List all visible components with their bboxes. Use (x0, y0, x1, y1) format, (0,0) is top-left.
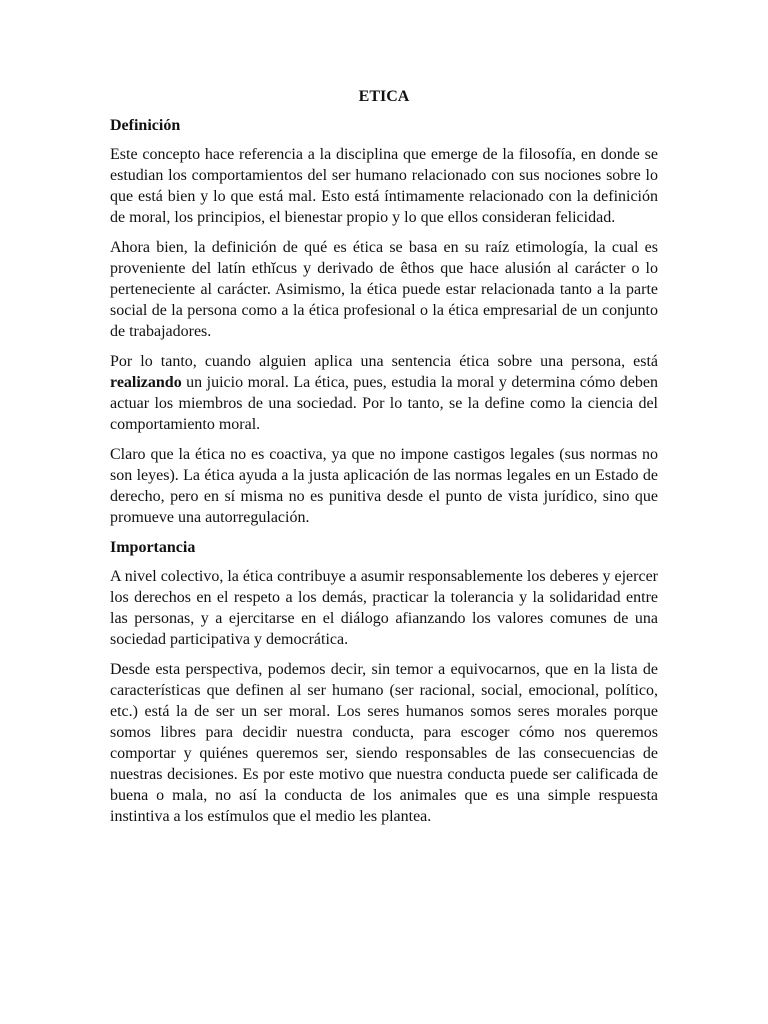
paragraph-definicion-4: Claro que la ética no es coactiva, ya que no impone castigos legales (sus normas no son leyes). La ética ayuda a la justa aplicación de las normas legales en un Estado de derecho, pero en sí misma no es punitiva desde el punto de vista jurídico, sino que promueve una autorregulación. (110, 446, 658, 526)
section-heading-definicion: Definición (110, 117, 181, 134)
paragraph-importancia-1: A nivel colectivo, la ética contribuye a asumir responsablemente los deberes y ejercer los derechos en el respeto a los demás, practicar la tolerancia y la solidaridad entre las personas, y a ejercitarse en el diálogo afianzando los valores comunes de una sociedad participativa y democrática. (110, 568, 658, 648)
paragraph-importancia-2: Desde esta perspectiva, podemos decir, sin temor a equivocarnos, que en la lista de características que definen al ser humano (ser racional, social, emocional, político, etc.) está la de ser un ser moral. Los seres humanos somos seres morales porque somos libres para decidir nuestra conducta, para escoger cómo nos queremos comportar y quiénes queremos ser, siendo responsables de las consecuencias de nuestras decisiones. Es por este motivo que nuestra conducta puede ser calificada de buena o mala, no así la conducta de los animales que es una simple respuesta instintiva a los estímulos que el medio les plantea. (110, 661, 658, 825)
document-page (110, 86, 658, 836)
paragraph-text-segment: un juicio moral. La ética, pues, estudia la moral y determina cómo deben actuar los miembros de una sociedad. Por lo tanto, se la define como la ciencia del comportamiento moral. (110, 374, 658, 433)
paragraph-definicion-1: Este concepto hace referencia a la disciplina que emerge de la filosofía, en donde se estudian los comportamientos del ser humano relacionado con sus nociones sobre lo que está bien y lo que está mal. Esto está íntimamente relacionado con la definición de moral, los principios, el bienestar propio y lo que ellos consideran felicidad. (110, 146, 658, 226)
paragraph-definicion-2: Ahora bien, la definición de qué es ética se basa en su raíz etimología, la cual es proveniente del latín ethĭcus y derivado de êthos que hace alusión al carácter o lo perteneciente al carácter. Asimismo, la ética puede estar relacionada tanto a la parte social de la persona como a la ética profesional o la ética empresarial de un conjunto de trabajadores. (110, 239, 658, 340)
paragraph-text-segment: Por lo tanto, cuando alguien aplica una sentencia ética sobre una persona, está (110, 353, 658, 370)
section-heading-importancia: Importancia (110, 539, 196, 556)
paragraph-definicion-3 (110, 351, 658, 435)
bold-word: realizando (110, 374, 182, 391)
document-title: ETICA (358, 88, 410, 105)
